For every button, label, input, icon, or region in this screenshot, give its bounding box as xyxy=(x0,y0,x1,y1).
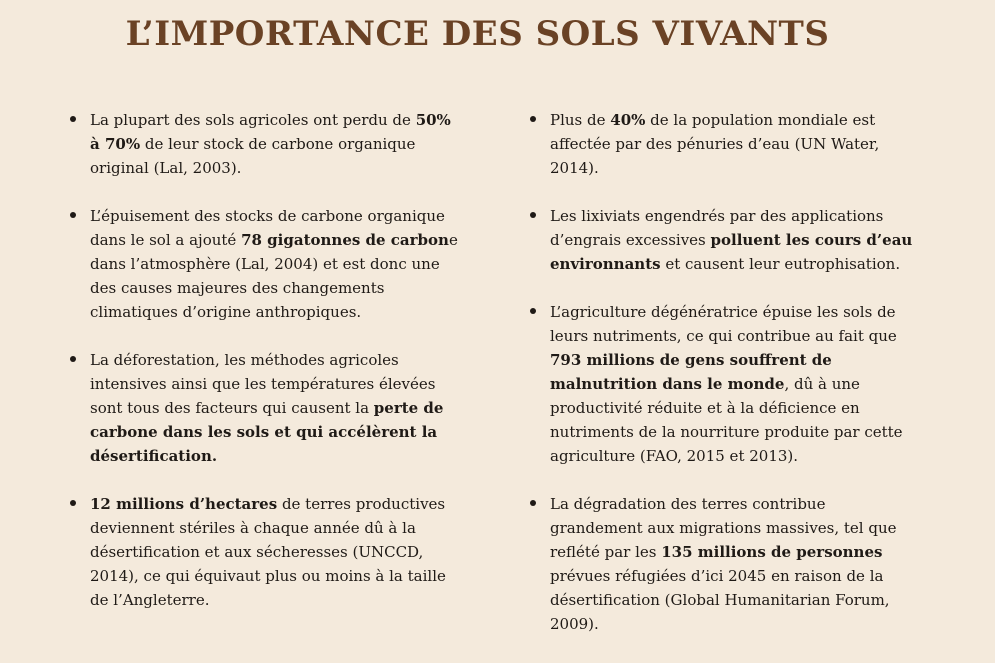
bullet-item xyxy=(526,300,921,468)
bullet-text: e dans l’atmosphère (Lal, 2004) et est donc une des causes majeures des changements climatiques d’origine anthropiques. xyxy=(90,231,458,321)
bullet-text: de terres productives deviennent stériles à chaque année dû à la désertification et aux sécheresses (UNCCD, 2014), ce qui équivaut plus ou moins à la taille de l’Angleterre. xyxy=(90,495,446,609)
bullet-item xyxy=(526,492,921,636)
bullet-item xyxy=(526,108,921,180)
bullet-emphasis: perte de carbone dans les sols et qui accélèrent la désertification. xyxy=(90,399,444,465)
bullet-text: , dû à une productivité réduite et à la déficience en nutriments de la nourriture produite par cette agriculture (FAO, 2015 et 2013). xyxy=(550,375,903,465)
bullet-item xyxy=(66,108,461,180)
bullet-item xyxy=(66,348,461,468)
bullet-text: de leur stock de carbone organique original (Lal, 2003). xyxy=(90,135,416,177)
bullet-item xyxy=(66,492,461,612)
bullet-emphasis: 78 gigatonnes de carbon xyxy=(241,231,449,249)
bullet-emphasis: 12 millions d’hectares xyxy=(90,495,278,513)
bullet-emphasis: 50% à 70% xyxy=(90,111,451,153)
bullet-emphasis: 793 millions de gens souffrent de malnutrition dans le monde xyxy=(550,351,832,393)
bullet-text: prévues réfugiées d’ici 2045 en raison de la désertification (Global Humanitarian Forum, 2009). xyxy=(550,567,890,633)
right-bullet-list xyxy=(526,108,921,660)
bullet-text: L’épuisement des stocks de carbone organique dans le sol a ajouté xyxy=(90,207,445,249)
bullet-text: La dégradation des terres contribue grandement aux migrations massives, tel que reflété par les xyxy=(550,495,897,561)
bullet-text: Les lixiviats engendrés par des applications d’engrais excessives xyxy=(550,207,884,249)
bullet-emphasis: 135 millions de personnes xyxy=(661,543,883,561)
left-bullet-list xyxy=(66,108,461,636)
bullet-text: La plupart des sols agricoles ont perdu de xyxy=(90,111,416,129)
bullet-text: Plus de xyxy=(550,111,611,129)
bullet-text: La déforestation, les méthodes agricoles intensives ainsi que les températures élevées sont tous des facteurs qui causent la xyxy=(90,351,436,417)
bullet-text: de la population mondiale est affectée par des pénuries d’eau (UN Water, 2014). xyxy=(550,111,880,177)
bullet-emphasis: polluent les cours d’eau environnants xyxy=(550,231,913,273)
page-title: L’IMPORTANCE DES SOLS VIVANTS xyxy=(125,14,830,54)
bullet-item xyxy=(526,204,921,276)
bullet-text: et causent leur eutrophisation. xyxy=(660,255,901,273)
bullet-emphasis: 40% xyxy=(610,111,646,129)
bullet-item xyxy=(66,204,461,324)
bullet-text: L’agriculture dégénératrice épuise les sols de leurs nutriments, ce qui contribue au fait que xyxy=(550,303,897,345)
